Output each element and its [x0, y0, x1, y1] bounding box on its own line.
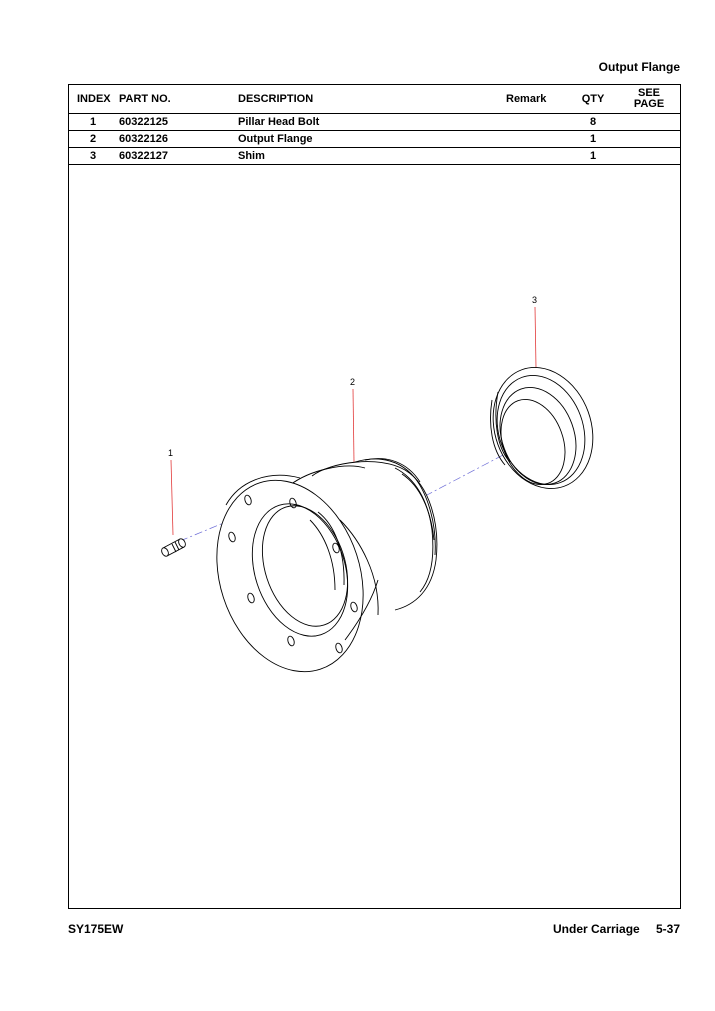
cell-part-no: 60322125 [117, 113, 236, 130]
footer-page-number: 5-37 [656, 922, 681, 936]
header-index: INDEX [69, 85, 117, 113]
cell-index: 3 [69, 147, 117, 164]
cell-index: 2 [69, 130, 117, 147]
cell-description: Shim [236, 147, 506, 164]
leader-line-2 [353, 389, 354, 462]
callout-label-3: 3 [532, 295, 538, 305]
footer-section: Under Carriage [553, 922, 640, 936]
cell-description: Pillar Head Bolt [236, 113, 506, 130]
shim-drawing [477, 353, 610, 502]
pillar-head-bolt-drawing [160, 538, 187, 558]
output-flange-drawing [193, 459, 437, 691]
cell-qty: 1 [568, 147, 618, 164]
header-description: DESCRIPTION [236, 85, 506, 113]
header-remark: Remark [506, 85, 568, 113]
cell-index: 1 [69, 113, 117, 130]
cell-part-no: 60322127 [117, 147, 236, 164]
cell-qty: 8 [568, 113, 618, 130]
cell-part-no: 60322126 [117, 130, 236, 147]
header-see-page-line1: SEE [637, 86, 660, 99]
header-qty: QTY [568, 85, 618, 113]
callout-label-2: 2 [350, 377, 356, 387]
leader-line-1 [171, 460, 173, 535]
footer-model: SY175EW [68, 922, 124, 936]
section-title: Output Flange [598, 60, 680, 74]
callout-label-1: 1 [168, 448, 174, 458]
cell-qty: 1 [568, 130, 618, 147]
cell-description: Output Flange [236, 130, 506, 147]
header-see-page-line2: PAGE [633, 97, 665, 110]
leader-line-3 [535, 307, 536, 368]
header-part-no: PART NO. [117, 85, 236, 113]
